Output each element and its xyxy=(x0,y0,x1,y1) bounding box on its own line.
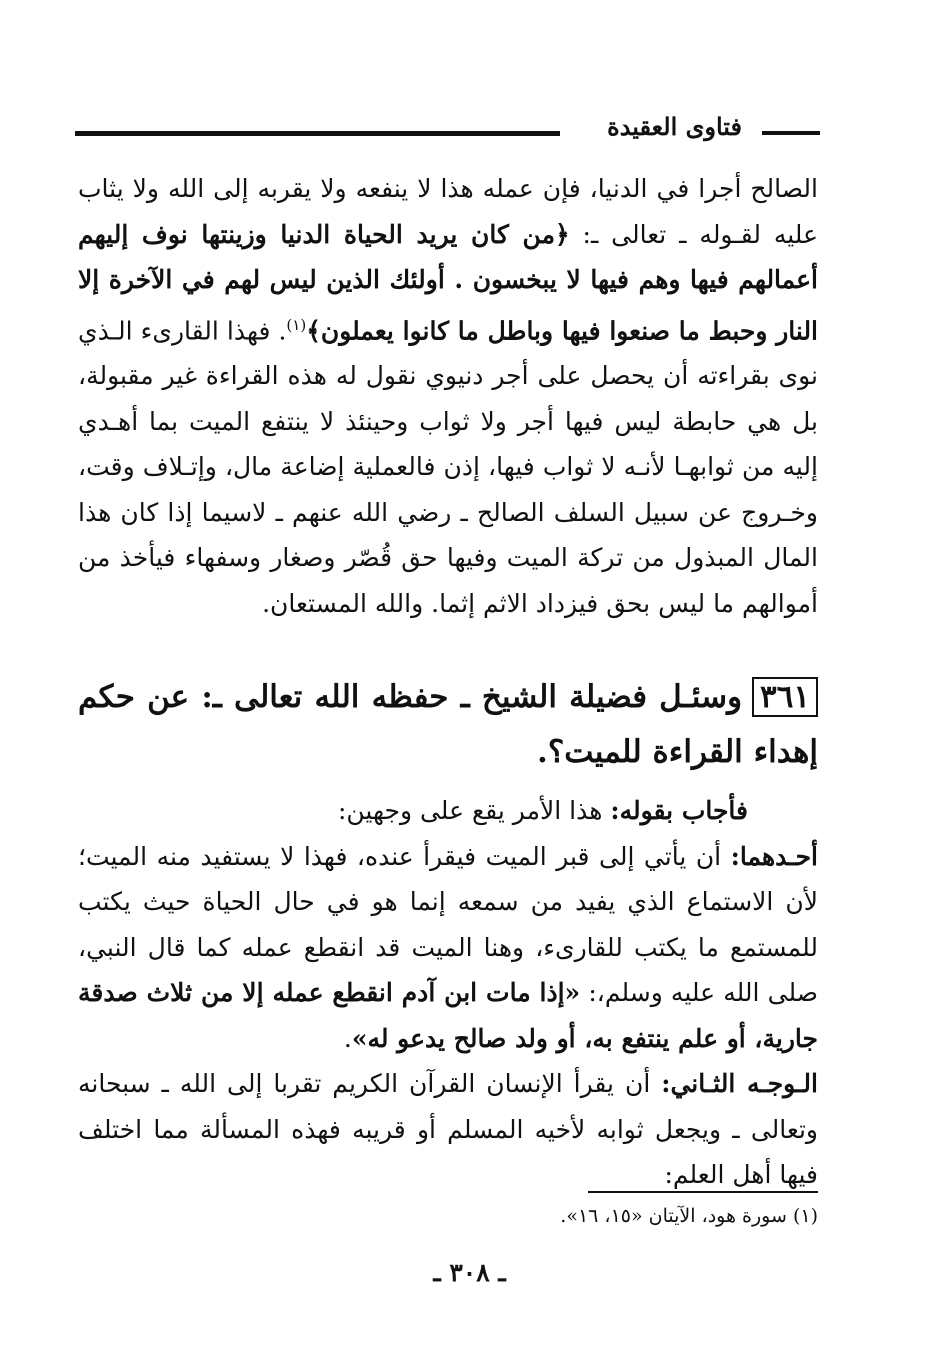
footnote: (١) سورة هود، الآيتان «١٥، ١٦». xyxy=(560,1205,818,1227)
footnote-rule xyxy=(588,1191,818,1193)
page-number: ـ ٣٠٨ ـ xyxy=(433,1258,506,1287)
header-rule xyxy=(75,131,560,136)
question-number: ٣٦١ xyxy=(752,677,818,717)
second-aspect-label: الـوجـه الثـاني: xyxy=(661,1069,818,1098)
paragraph-text: . فهذا القارىء الـذي نوى بقراءته أن يحصل على أجر دنيوي نقول له هذه القراءة غير مقبولة، بل هي حابطة ليس فيها أجر ولا ثواب وحينئذ لا ينتفع الميت بما أهـدي إليه من ثوابهـا لأنـه لا ثواب فيها، إذن فالعملية إضاعة مال، وإتـلاف وقت، وخـروج عن سبيل السلف الصالح ـ رضي الله عنهم ـ لاسيما إذا كان هذا المال المبذول من تركة الميت وفيها حق قُصّر وصغار وسفهاء فيأخذ من أموالهم ما ليس بحق فيزداد الاثم إثما. والله المستعان. xyxy=(78,315,818,618)
footnote-marker: (١) xyxy=(286,315,307,334)
first-aspect-text: أن يأتي إلى قبر الميت فيقرأ عنده، فهذا لا يستفيد منه الميت؛ لأن الاستماع الذي يفيد من سمعه إنما هو في حال الحياة حيث يكتب للمستمع ما يكتب للقارىء، وهنا الميت قد انقطع عمله كما قال النبي، صلى الله عليه وسلم،: xyxy=(78,841,818,1007)
question-heading xyxy=(78,670,818,780)
answer-label: فأجاب بقوله: xyxy=(610,796,748,825)
hadith-quote: «إذا مات ابن آدم انقطع عمله إلا من ثلاث صدقة جارية، أو علم ينتفع به، أو ولد صالح يدعو له» xyxy=(78,978,818,1053)
first-aspect-label: أحـدهما: xyxy=(730,841,818,871)
first-aspect xyxy=(78,834,818,1062)
paragraph-continuation xyxy=(78,166,818,626)
answer-body xyxy=(78,788,818,1198)
paragraph-text: الصالح أجرا في الدنيا، فإن عمله هذا لا ينفعه ولا يقربه إلى الله ولا يثاب عليه لقـوله ـ تعالى ـ: xyxy=(78,174,818,249)
hadith-end: . xyxy=(343,1023,352,1053)
quran-quote: ﴿من كان يريد الحياة الدنيا وزينتها نوف إليهم أعمالهم فيها وهم فيها لا يبخسون . أولئك الذين ليس لهم في الآخرة إلا النار وحبط ما صنعوا فيها وباطل ما كانوا يعملون﴾ xyxy=(78,219,819,345)
header-title: فتاوى العقيدة xyxy=(607,112,742,141)
second-aspect xyxy=(78,1061,818,1198)
answer-intro-text: هذا الأمر يقع على وجهين: xyxy=(337,796,611,825)
running-header xyxy=(75,112,820,152)
header-dash xyxy=(762,131,820,135)
second-aspect-text: أن يقرأ الإنسان القرآن الكريم تقربا إلى الله ـ سبحانه وتعالى ـ ويجعل ثوابه لأخيه المسلم أو قريبه فهذه المسألة مما اختلف فيها أهل العلم: xyxy=(78,1069,818,1189)
question-text: وسئـل فضيلة الشيخ ـ حفظه الله تعالى ـ: عن حكم إهداء القراءة للميت؟. xyxy=(78,679,818,770)
answer-intro xyxy=(78,788,818,834)
